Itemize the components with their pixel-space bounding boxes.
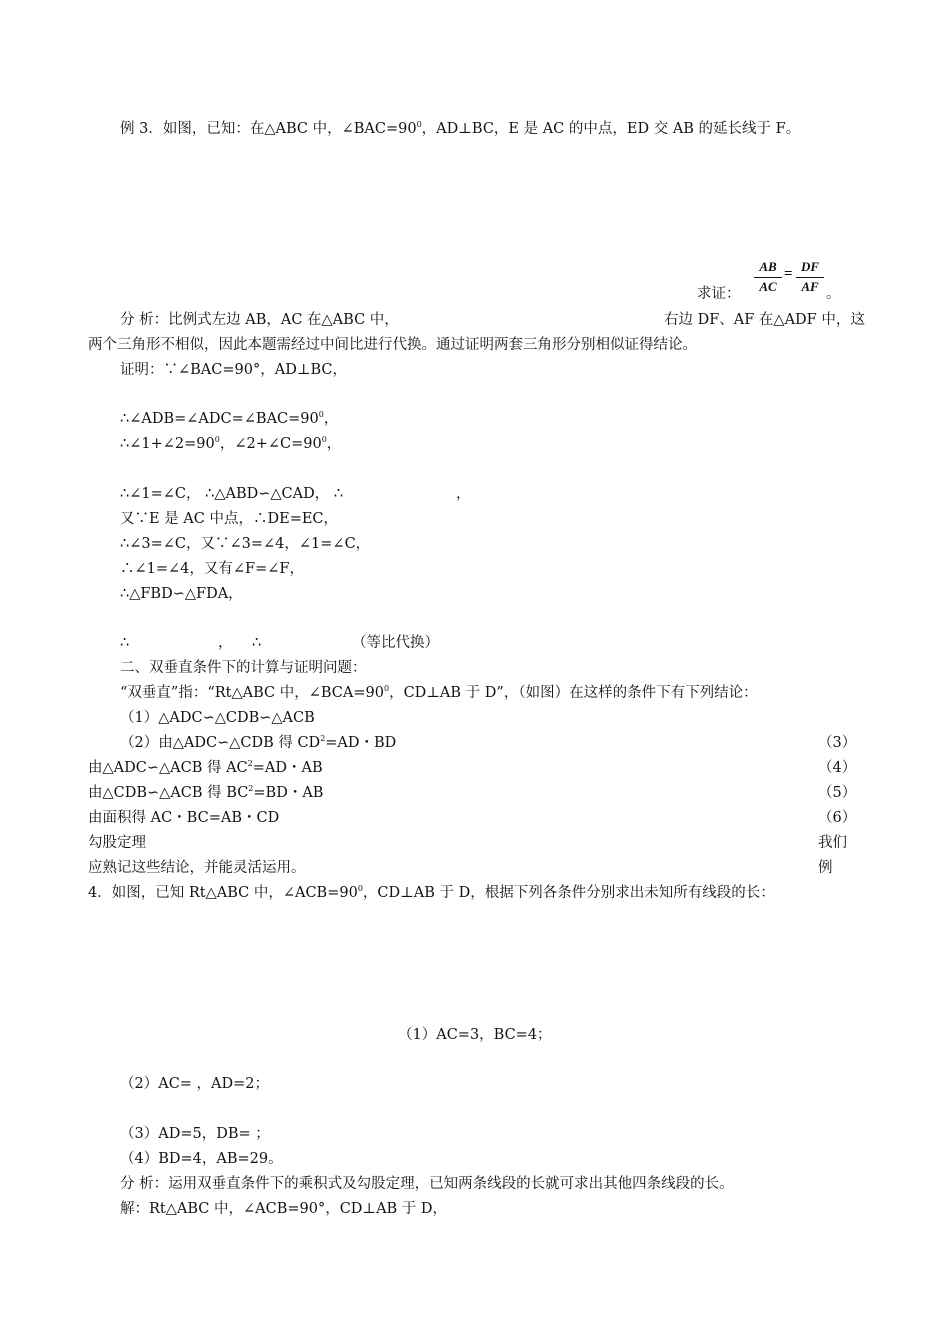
proof-line-2: [120, 410, 338, 428]
conclusion-6: 勾股定理: [88, 835, 146, 851]
conclusion-text: （2）由△ADC∽△CDB 得 CD: [120, 735, 321, 751]
conclusion-4: [88, 784, 323, 802]
equals-sign: =: [784, 266, 793, 282]
example4-solution: 解：Rt△ABC 中，∠ACB=90°，CD⊥AB 于 D，: [120, 1201, 448, 1217]
proof-text: ∴∠ADB=∠ADC=∠BAC=90: [120, 411, 319, 427]
proof-line-4-comma: ，: [456, 486, 471, 502]
prove-label: 求证：: [697, 286, 741, 302]
proof-text: ∴∠1+∠2=90: [120, 436, 215, 452]
conclusion-5: 由面积得 AC・BC=AB・CD: [88, 810, 280, 826]
square-sup: 2: [247, 759, 253, 768]
analysis-line2: 两个三角形不相似，因此本题需经过中间比进行代换。通过证明两套三角形分别相似证得结论。: [88, 337, 697, 353]
proof-line-1: 证明：∵∠BAC=90°，AD⊥BC，: [120, 362, 347, 378]
example4-q3: （3）AD=5，DB= ；: [120, 1126, 270, 1142]
square-sup: 2: [320, 734, 326, 743]
square-sup: 2: [248, 784, 254, 793]
conclusion-text: 由△ADC∽△ACB 得 AC: [88, 760, 248, 776]
example3-heading: [120, 120, 800, 138]
example4-analysis: 分 析：运用双垂直条件下的乘积式及勾股定理，已知两条线段的长就可求出其他四条线段的长。: [120, 1176, 734, 1192]
conclusion-text: =AD・AB: [252, 760, 323, 776]
degree-sup: 0: [214, 435, 220, 444]
analysis-left: 分 析：比例式左边 AB，AC 在△ABC 中，: [120, 312, 399, 328]
section2-definition: [120, 684, 758, 702]
example4-q4: （4）BD=4，AB=29。: [120, 1151, 283, 1167]
conclusion-6-right: 我们: [818, 835, 847, 851]
fraction-bar: [796, 277, 824, 278]
fraction-numerator: AB: [759, 259, 777, 274]
fraction-denominator: AC: [759, 279, 777, 294]
proof-line-9-comma: ，: [218, 635, 233, 651]
fraction-bar: [754, 277, 782, 278]
proof-text: ，∠2+∠C=90: [219, 436, 322, 452]
example4-q2: （2）AC= ，AD=2；: [120, 1076, 270, 1092]
degree-sup: 0: [383, 684, 390, 693]
example4-q1: （1）AC=3，BC=4；: [398, 1027, 552, 1043]
proof-text: ，: [323, 411, 339, 427]
prove-end: 。: [826, 286, 841, 302]
proof-line-4: ∴∠1=∠C， ∴△ABD∽△CAD， ∴: [120, 486, 344, 502]
proof-line-6: ∴∠3=∠C，又∵∠3=∠4，∠1=∠C，: [120, 536, 371, 552]
conclusion-num-5: （5）: [818, 785, 857, 801]
conclusion-7-right: 例: [818, 860, 833, 876]
fraction-df-af: [796, 259, 824, 299]
proof-line-8: ∴△FBD∽△FDA，: [120, 586, 243, 602]
heading-text: 4．如图，已知 Rt△ABC 中，∠ACB=90: [88, 885, 358, 901]
proof-text: ，: [326, 436, 342, 452]
conclusion-text: =AD・BD: [325, 735, 397, 751]
proof-line-9-note: （等比代换）: [352, 635, 439, 651]
fraction-ab-ac: [754, 259, 782, 299]
proof-line-5: 又∵E 是 AC 中点，∴DE=EC，: [120, 511, 339, 527]
conclusion-7: 应熟记这些结论，并能灵活运用。: [88, 860, 306, 876]
conclusion-num-6: （6）: [818, 810, 857, 826]
degree-sup: 0: [357, 884, 363, 893]
conclusion-1: （1）△ADC∽△CDB∽△ACB: [120, 710, 315, 726]
definition-text: “双垂直”指：“Rt△ABC 中，∠BCA=90: [120, 685, 384, 701]
heading-text-rest: ，AD⊥BC，E 是 AC 的中点，ED 交 AB 的延长线于 F。: [421, 121, 801, 137]
conclusion-num-4: （4）: [818, 760, 857, 776]
fraction-numerator: DF: [800, 259, 820, 274]
degree-sup: 0: [318, 410, 324, 419]
proof-line-9-therefore-2: ∴: [252, 635, 262, 651]
conclusion-3: [88, 759, 323, 777]
proof-line-7: ∴∠1=∠4，又有∠F=∠F，: [120, 561, 304, 577]
conclusion-2: [120, 734, 396, 752]
proof-line-9-therefore: ∴: [120, 635, 130, 651]
section2-title: 二、双垂直条件下的计算与证明问题：: [120, 660, 367, 676]
definition-text-rest: ，CD⊥AB 于 D”，（如图）在这样的条件下有下列结论：: [389, 685, 758, 701]
conclusion-text: 由△CDB∽△ACB 得 BC: [88, 785, 249, 801]
degree-sup: 0: [321, 435, 327, 444]
fraction-denominator: AF: [801, 279, 819, 294]
proof-line-3: [120, 435, 341, 453]
degree-sup: 0: [416, 120, 422, 129]
analysis-right: 右边 DF、AF 在△ADF 中，这: [664, 312, 865, 328]
conclusion-num-3: （3）: [818, 735, 857, 751]
heading-text-rest: ，CD⊥AB 于 D，根据下列各条件分别求出未知所有线段的长：: [362, 885, 775, 901]
heading-text: 例 3．如图，已知：在△ABC 中，∠BAC=90: [120, 121, 417, 137]
example4-heading: [88, 884, 775, 902]
conclusion-text: =BD・AB: [253, 785, 324, 801]
